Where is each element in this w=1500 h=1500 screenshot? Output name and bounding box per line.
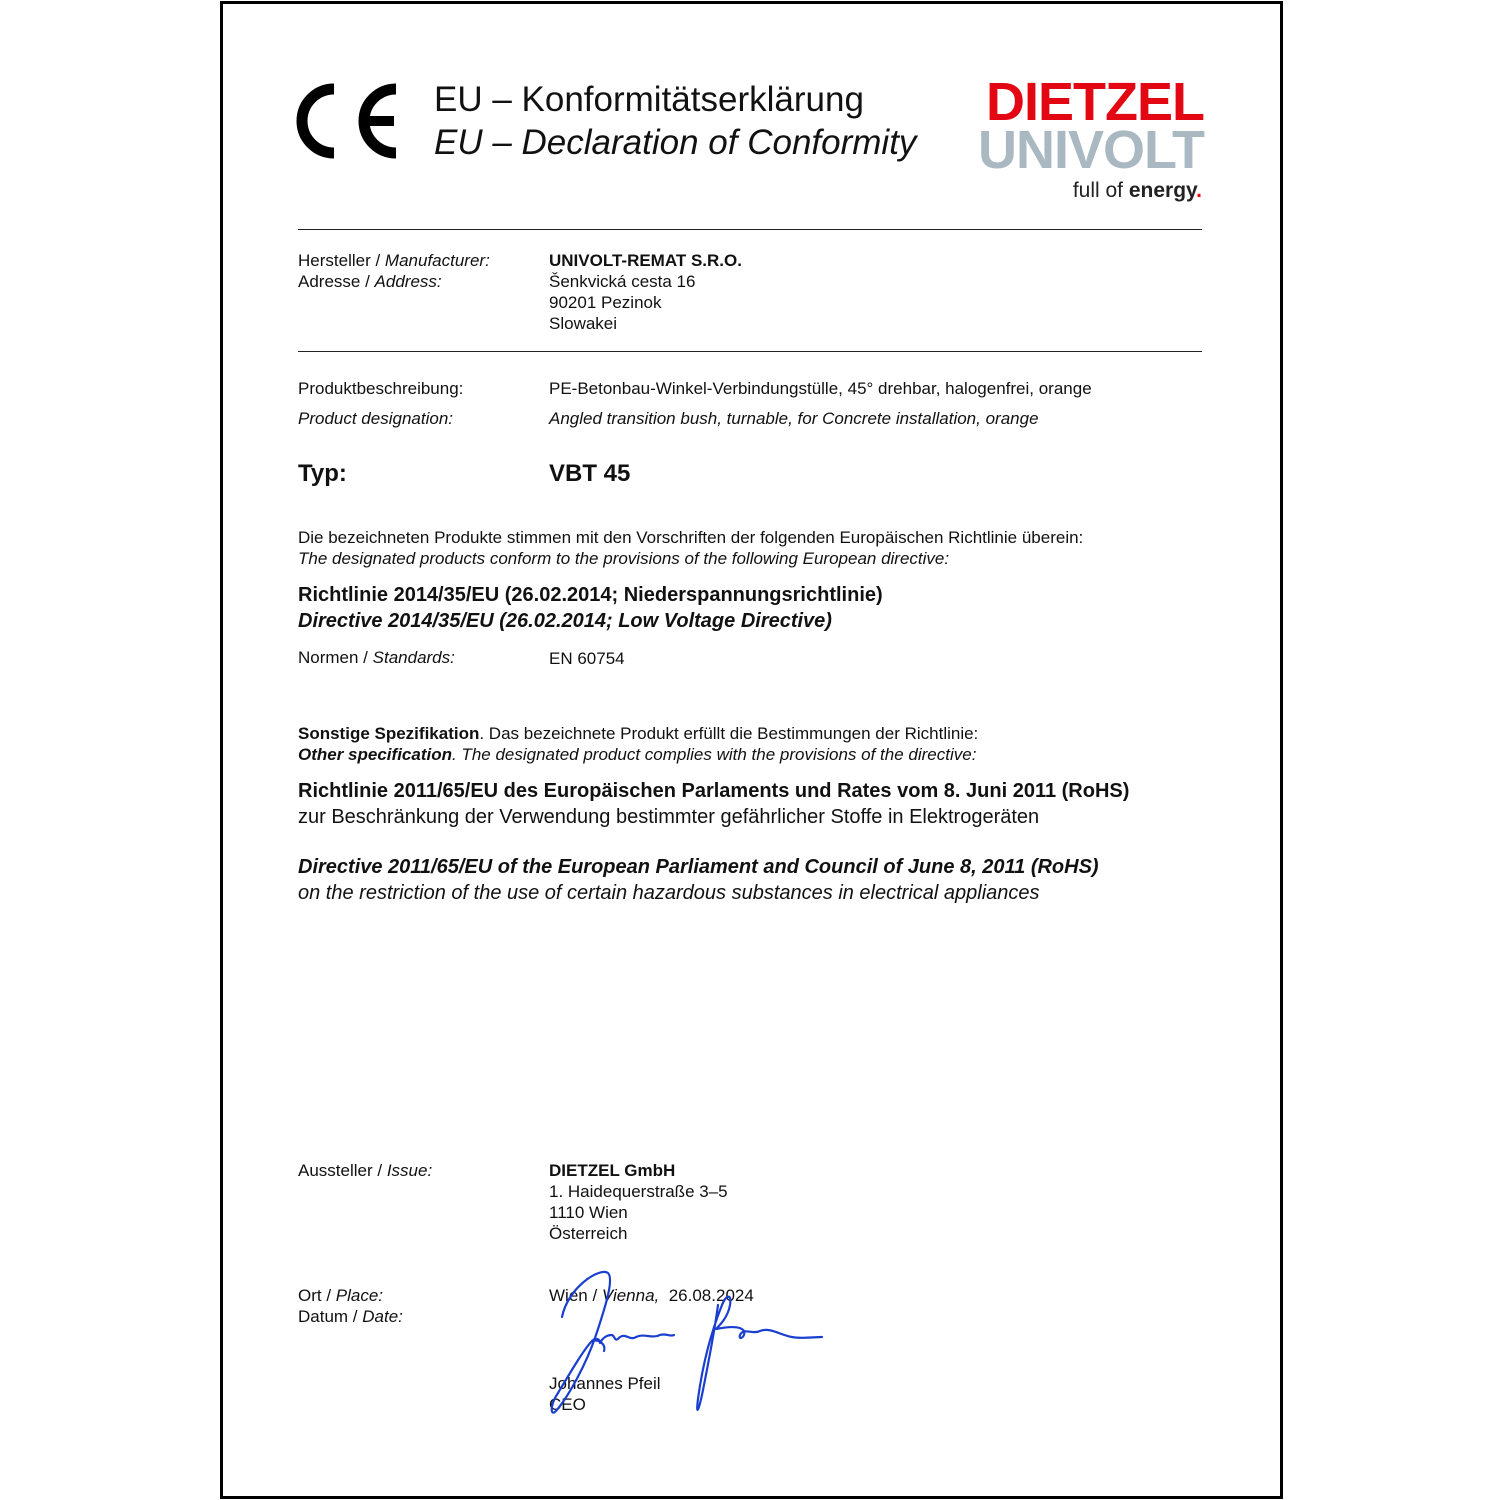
logo-line-dietzel: DIETZEL — [986, 72, 1204, 132]
issuer-label: Aussteller / Issue: — [298, 1161, 433, 1180]
manufacturer-address-line: Šenkvická cesta 16 — [549, 272, 696, 291]
issuer-name: DIETZEL GmbH — [549, 1161, 676, 1180]
logo-tagline-dot: . — [1196, 179, 1202, 202]
conformity-intro-en: The designated products conform to the provisions of the following European directive: — [298, 549, 950, 568]
manufacturer-address-line: Slowakei — [549, 314, 618, 333]
issuer-address-line: 1110 Wien — [549, 1203, 628, 1222]
issuer-address-line: 1. Haidequerstraße 3–5 — [549, 1182, 728, 1201]
divider-middle — [298, 351, 1202, 352]
place-label: Ort / Place: — [298, 1286, 384, 1305]
title-de: EU – Konformitätserklärung — [434, 80, 864, 119]
conformity-intro-de: Die bezeichneten Produkte stimmen mit den Vorschriften der folgenden Europäischen Richtlinie überein: — [298, 528, 1084, 547]
directive-en: Directive 2014/35/EU (26.02.2014; Low Voltage Directive) — [298, 610, 832, 632]
handwritten-signature — [540, 1265, 840, 1425]
logo-tagline-bold: energy — [1128, 179, 1197, 202]
other-spec-en: Other specification. The designated product complies with the provisions of the directive: — [298, 745, 977, 764]
rohs-de-title: Richtlinie 2011/65/EU des Europäischen Parlaments und Rates vom 8. Juni 2011 (RoHS) — [298, 780, 1130, 802]
date-label: Datum / Date: — [298, 1307, 403, 1326]
manufacturer-address-line: 90201 Pezinok — [549, 293, 662, 312]
signatory-name: Johannes Pfeil — [549, 1374, 661, 1393]
place-date-value: Wien / Vienna, 26.08.2024 — [549, 1286, 754, 1305]
product-description-value: PE-Betonbau-Winkel-Verbindungstülle, 45° drehbar, halogenfrei, orange — [549, 379, 1092, 398]
directive-de: Richtlinie 2014/35/EU (26.02.2014; Niederspannungsrichtlinie) — [298, 584, 883, 606]
logo-tagline-normal: full of — [1072, 179, 1129, 202]
product-designation-value: Angled transition bush, turnable, for Concrete installation, orange — [549, 409, 1039, 428]
company-logo — [974, 72, 1206, 208]
title-en: EU – Declaration of Conformity — [434, 123, 917, 162]
logo-tagline — [1073, 179, 1202, 203]
divider-top — [298, 229, 1202, 230]
other-spec-de: Sonstige Spezifikation. Das bezeichnete Produkt erfüllt die Bestimmungen der Richtlinie: — [298, 724, 979, 743]
product-designation-label: Product designation: — [298, 409, 453, 428]
issuer-address-line: Österreich — [549, 1224, 628, 1243]
logo-line-univolt: UNIVOLT — [978, 120, 1204, 180]
product-description-label: Produktbeschreibung: — [298, 379, 464, 398]
standards-label: Normen / Standards: — [298, 648, 455, 667]
signatory-title: CEO — [549, 1395, 586, 1414]
address-label: Adresse / Address: — [298, 272, 442, 291]
rohs-en-subtitle: on the restriction of the use of certain hazardous substances in electrical appliances — [298, 882, 1040, 904]
rohs-en-title: Directive 2011/65/EU of the European Parliament and Council of June 8, 2011 (RoHS) — [298, 856, 1099, 878]
standards-value: EN 60754 — [549, 649, 625, 668]
type-value: VBT 45 — [549, 460, 631, 487]
manufacturer-name: UNIVOLT-REMAT S.R.O. — [549, 251, 742, 270]
rohs-de-subtitle: zur Beschränkung der Verwendung bestimmter gefährlicher Stoffe in Elektrogeräten — [298, 806, 1040, 828]
ce-mark-icon — [296, 83, 402, 159]
manufacturer-label: Hersteller / Manufacturer: — [298, 251, 490, 270]
type-label: Typ: — [298, 460, 347, 487]
